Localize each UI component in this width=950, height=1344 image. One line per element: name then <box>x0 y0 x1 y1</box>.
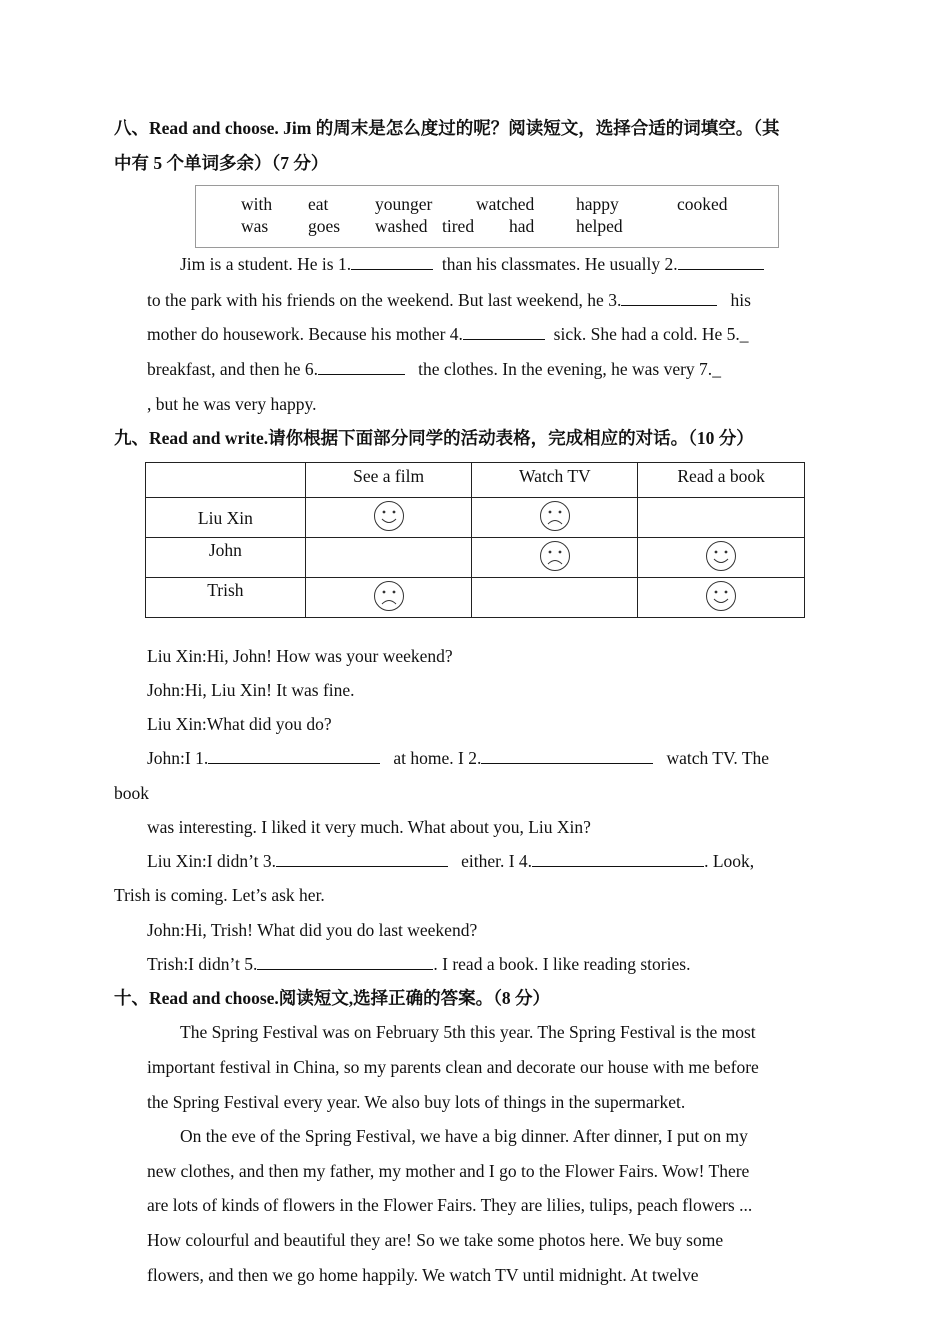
table-cell <box>305 498 472 538</box>
word-bank-item: younger <box>375 194 433 214</box>
word-bank-item: goes <box>308 216 341 236</box>
passage-text: than his classmates. He usually 2. <box>441 254 678 274</box>
answer-blank[interactable] <box>678 253 764 270</box>
answer-blank[interactable]: _ <box>739 324 749 344</box>
table-cell <box>638 498 805 538</box>
word-bank-item: washed <box>375 216 428 236</box>
dialogue-line: John:Hi, Liu Xin! It was fine. <box>147 680 355 700</box>
sad-face-icon <box>539 500 571 532</box>
table-cell <box>472 578 638 618</box>
answer-blank[interactable] <box>276 850 448 867</box>
answer-blank[interactable] <box>532 850 704 867</box>
dialogue-line <box>147 953 690 975</box>
dialogue-line: John:Hi, Trish! What did you do last weekend? <box>147 920 478 940</box>
section-9-heading: 九、Read and write.请你根据下面部分同学的活动表格，完成相应的对话。（10 分） <box>114 428 754 448</box>
table-cell <box>305 538 472 578</box>
table-cell <box>472 498 638 538</box>
dialogue-text: . Look, <box>704 851 755 871</box>
word-bank-item: tired <box>442 216 475 236</box>
word-bank <box>195 185 779 248</box>
answer-blank[interactable] <box>208 747 380 764</box>
dialogue-line: Trish is coming. Let’s ask her. <box>114 885 325 905</box>
dialogue-line: was interesting. I liked it very much. What about you, Liu Xin? <box>147 817 591 837</box>
sad-face-icon <box>373 580 405 612</box>
reading-line: On the eve of the Spring Festival, we have a big dinner. After dinner, I put on my <box>180 1126 748 1146</box>
answer-blank[interactable] <box>621 289 717 306</box>
reading-line: important festival in China, so my parents clean and decorate our house with me before <box>147 1057 759 1077</box>
table-row <box>146 578 805 618</box>
reading-line: the Spring Festival every year. We also buy lots of things in the supermarket. <box>147 1092 686 1112</box>
table-header-row <box>146 463 805 498</box>
column-header-read-book: Read a book <box>638 463 805 498</box>
answer-blank[interactable] <box>318 358 405 375</box>
passage-line-3 <box>147 323 749 345</box>
column-header-watch-tv: Watch TV <box>472 463 638 498</box>
reading-line: are lots of kinds of flowers in the Flower Fairs. They are lilies, tulips, peach flowers ... <box>147 1195 753 1215</box>
word-bank-item: had <box>509 216 535 236</box>
happy-face-icon <box>705 540 737 572</box>
section-10-heading: 十、Read and choose.阅读短文,选择正确的答案。（8 分） <box>114 988 551 1008</box>
answer-blank[interactable] <box>257 953 433 970</box>
dialogue-text: . I read a book. I like reading stories. <box>433 954 691 974</box>
answer-blank[interactable] <box>463 323 545 340</box>
word-bank-item: eat <box>308 194 329 214</box>
dialogue-text: at home. I 2. <box>393 748 482 768</box>
reading-line: flowers, and then we go home happily. We watch TV until midnight. At twelve <box>147 1265 699 1285</box>
reading-line: How colourful and beautiful they are! So we take some photos here. We buy some <box>147 1230 724 1250</box>
reading-line: The Spring Festival was on February 5th this year. The Spring Festival is the most <box>180 1022 756 1042</box>
table-row <box>146 538 805 578</box>
dialogue-line: Liu Xin:Hi, John! How was your weekend? <box>147 646 453 666</box>
dialogue-text: watch TV. The <box>666 748 770 768</box>
dialogue-line: Liu Xin:What did you do? <box>147 714 332 734</box>
dialogue-text: Liu Xin:I didn’t 3. <box>147 851 276 871</box>
answer-blank[interactable] <box>351 253 433 270</box>
passage-text: the clothes. In the evening, he was very 7. <box>418 359 713 379</box>
dialogue-line: book <box>114 783 149 803</box>
answer-blank[interactable]: _ <box>712 359 721 379</box>
section-8-heading-line1: 八、Read and choose. Jim 的周末是怎么度过的呢？阅读短文，选择合适的词填空。（其 <box>114 118 780 138</box>
passage-line-2 <box>147 289 751 311</box>
happy-face-icon <box>373 500 405 532</box>
passage-text: mother do housework. Because his mother 4. <box>147 324 463 344</box>
section-8-heading-line2: 中有 5 个单词多余）（7 分） <box>114 153 329 173</box>
word-bank-item: was <box>241 216 269 236</box>
reading-line: new clothes, and then my father, my mother and I go to the Flower Fairs. Wow! There <box>147 1161 750 1181</box>
passage-text: sick. She had a cold. He 5. <box>553 324 740 344</box>
table-cell <box>305 578 472 618</box>
table-cell <box>638 538 805 578</box>
table-cell <box>472 538 638 578</box>
answer-blank[interactable] <box>481 747 653 764</box>
table-cell <box>638 578 805 618</box>
passage-line-1 <box>180 253 764 275</box>
row-name-trish: Trish <box>146 578 306 618</box>
passage-text: breakfast, and then he 6. <box>147 359 319 379</box>
dialogue-line <box>147 850 754 872</box>
passage-line-5: , but he was very happy. <box>147 394 317 414</box>
column-header-see-film: See a film <box>305 463 472 498</box>
passage-line-4 <box>147 358 721 380</box>
row-name-john: John <box>146 538 306 578</box>
passage-text: to the park with his friends on the weekend. But last weekend, he 3. <box>147 290 622 310</box>
dialogue-text: John:I 1. <box>147 748 209 768</box>
word-bank-item: cooked <box>677 194 728 214</box>
word-bank-item: watched <box>476 194 535 214</box>
word-bank-item: helped <box>576 216 623 236</box>
passage-text: Jim is a student. He is 1. <box>180 254 352 274</box>
dialogue-text: either. I 4. <box>461 851 533 871</box>
table-row <box>146 498 805 538</box>
word-bank-item: with <box>241 194 273 214</box>
dialogue-line <box>147 747 769 769</box>
sad-face-icon <box>539 540 571 572</box>
passage-text: his <box>730 290 751 310</box>
dialogue-text: Trish:I didn’t 5. <box>147 954 258 974</box>
activity-table <box>145 462 805 618</box>
table-corner-cell <box>146 463 306 498</box>
word-bank-item: happy <box>576 194 619 214</box>
happy-face-icon <box>705 580 737 612</box>
row-name-liu-xin: Liu Xin <box>146 498 306 538</box>
